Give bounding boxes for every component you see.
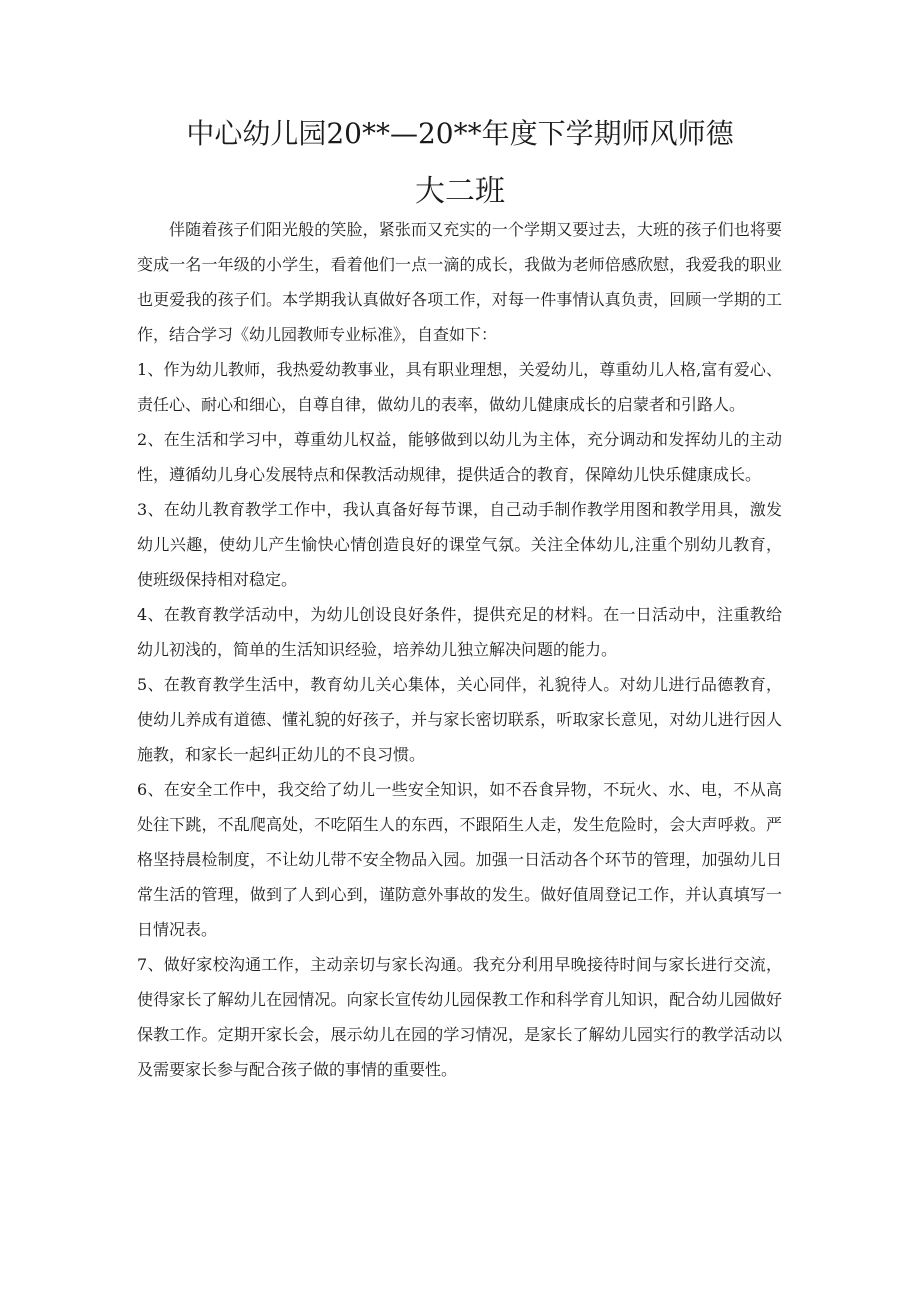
list-item: 5、在教育教学生活中，教育幼儿关心集体，关心同伴，礼貌待人。对幼儿进行品德教育，使幼儿养成有道德、懂礼貌的好孩子，并与家长密切联系，听取家长意见，对幼儿进行因人施教，和家长一起纠正幼儿的不良习惯。	[137, 675, 782, 764]
list-item: 1、作为幼儿教师，我热爱幼教事业，具有职业理想，关爱幼儿，尊重幼儿人格,富有爱心、责任心、耐心和细心，自尊自律，做幼儿的表率，做幼儿健康成长的启蒙者和引路人。	[137, 360, 782, 414]
list-item: 4、在教育教学活动中，为幼儿创设良好条件，提供充足的材料。在一日活动中，注重教给幼儿初浅的，简单的生活知识经验，培养幼儿独立解决问题的能力。	[137, 605, 782, 659]
list-item: 6、在安全工作中，我交给了幼儿一些安全知识，如不吞食异物，不玩火、水、电，不从高处往下跳，不乱爬高处，不吃陌生人的东西，不跟陌生人走，发生危险时，会大声呼救。严格坚持晨检制度，不让幼儿带不安全物品入园。加强一日活动各个环节的管理，加强幼儿日常生活的管理，做到了人到心到，谨防意外事故的发生。做好值周登记工作，并认真填写一日情况表。	[137, 780, 782, 939]
document-title: 中心幼儿园20**—20**年度下学期师风师德	[186, 117, 734, 150]
list-item: 2、在生活和学习中，尊重幼儿权益，能够做到以幼儿为主体，充分调动和发挥幼儿的主动性，遵循幼儿身心发展特点和保教活动规律，提供适合的教育，保障幼儿快乐健康成长。	[137, 430, 782, 484]
intro-paragraph: 伴随着孩子们阳光般的笑脸，紧张而又充实的一个学期又要过去，大班的孩子们也将要变成一名一年级的小学生，看着他们一点一滴的成长，我做为老师倍感欣慰，我爱我的职业也更爱我的孩子们。本学期我认真做好各项工作，对每一件事情认真负责，回顾一学期的工作，结合学习《幼儿园教师专业标准》，自查如下：	[137, 220, 782, 344]
list-item: 7、做好家校沟通工作，主动亲切与家长沟通。我充分利用早晚接待时间与家长进行交流，使得家长了解幼儿在园情况。向家长宣传幼儿园保教工作和科学育儿知识，配合幼儿园做好保教工作。定期开家长会，展示幼儿在园的学习情况，是家长了解幼儿园实行的教学活动以及需要家长参与配合孩子做的事情的重要性。	[137, 955, 782, 1079]
list-item: 3、在幼儿教育教学工作中，我认真备好每节课，自己动手制作教学用图和教学用具，激发幼儿兴趣，使幼儿产生愉快心情创造良好的课堂气氛。关注全体幼儿,注重个别幼儿教育，使班级保持相对稳定。	[137, 500, 782, 589]
document-body	[137, 212, 782, 1087]
document-subtitle: 大二班	[415, 174, 505, 209]
